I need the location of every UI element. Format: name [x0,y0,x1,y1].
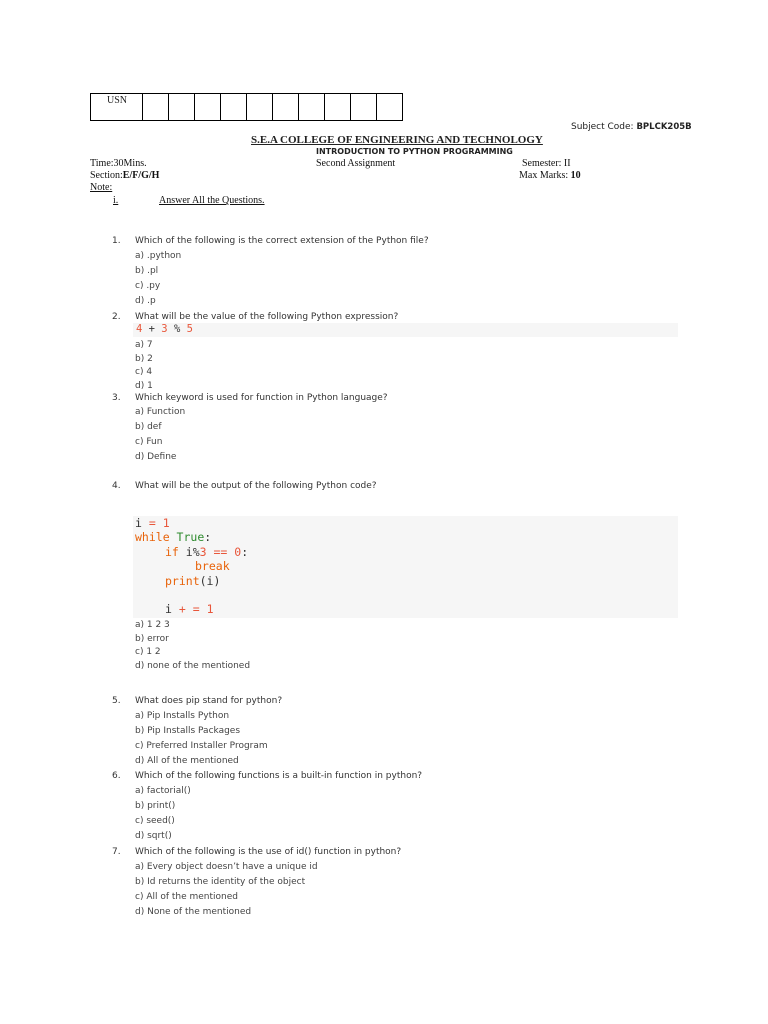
code-variable: i [135,516,142,530]
question-number: 1. [112,236,121,246]
code-keyword: if [165,545,179,559]
option: d) None of the mentioned [135,907,252,917]
question-1-options [135,249,181,309]
subject-code-value: BPLCK205B [636,122,692,132]
option: b) 2 [135,353,153,364]
code-operator: = [141,516,163,530]
usn-digit-box [247,94,273,121]
usn-digit-box [351,94,377,121]
code-operator: % [167,323,187,335]
max-marks [519,170,581,181]
code-number: 4 [136,323,143,335]
code-punct: : [241,545,249,559]
max-marks-label: Max Marks: [519,170,571,181]
code-number: 3 [199,545,207,559]
option: c) seed() [135,816,175,826]
code-operator: + = [171,602,207,616]
option: a) factorial() [135,786,191,796]
usn-label: USN [91,94,143,121]
question-text: Which of the following is the use of id() function in python? [135,847,402,857]
usn-digit-box [325,94,351,121]
option: d) Define [135,452,177,462]
code-number: 3 [161,323,168,335]
course-title: INTRODUCTION TO PYTHON PROGRAMMING [316,147,513,156]
note-item-number: i. [113,195,119,206]
subject-code [571,122,692,132]
usn-digit-box [299,94,325,121]
code-expression: i% [178,545,200,559]
option: b) print() [135,801,176,811]
section-info [90,170,159,181]
question-5-options [135,709,268,769]
usn-digit-box [273,94,299,121]
question-text: What will be the value of the following Python expression? [135,312,399,322]
question-number: 7. [112,847,121,857]
subject-code-label: Subject Code: [571,122,637,132]
option: a) Every object doesn’t have a unique id [135,862,318,872]
code-punct: : [204,530,212,544]
code-number: 1 [162,516,170,530]
max-marks-value: 10 [570,170,581,181]
semester-info: Semester: II [522,158,571,169]
option: a) 1 2 3 [135,620,170,630]
code-operator: == [206,545,235,559]
question-number: 3. [112,393,121,403]
section-label: Section: [90,170,123,181]
question-4-options [135,619,250,673]
question-2-options [135,339,153,393]
question-number: 4. [112,481,121,491]
option: c) 4 [135,367,153,377]
usn-digit-box [195,94,221,121]
usn-digit-box [169,94,195,121]
question-text: What will be the output of the following Python code? [135,481,377,491]
option: a) Pip Installs Python [135,711,230,721]
option: b) .pl [135,266,159,276]
code-operator: + [142,323,162,335]
question-text: Which keyword is used for function in Python language? [135,393,388,403]
time-info: Time:30Mins. [90,158,147,169]
option: a) .python [135,251,182,261]
code-number: 5 [186,323,193,335]
code-variable: i [165,602,172,616]
usn-digit-box [221,94,247,121]
usn-box [90,93,403,121]
option: a) 7 [135,340,153,350]
option: d) .p [135,296,156,306]
code-args: (i) [199,574,221,588]
option: b) def [135,422,162,432]
question-7-options [135,860,318,920]
question-text: What does pip stand for python? [135,696,283,706]
code-keyword: break [195,559,230,573]
option: c) 1 2 [135,647,161,657]
option: d) none of the mentioned [135,660,251,671]
assignment-title: Second Assignment [316,158,396,169]
option: b) Id returns the identity of the object [135,877,306,887]
option: c) .py [135,281,161,291]
option: c) Fun [135,437,163,447]
option: d) All of the mentioned [135,756,239,766]
code-keyword: while [135,530,170,544]
question-number: 2. [112,312,121,322]
option: a) Function [135,407,186,417]
code-number: 0 [234,545,242,559]
question-6-options [135,784,191,844]
code-block [133,516,678,618]
option: b) Pip Installs Packages [135,726,241,736]
note-heading: Note: [90,182,113,193]
note-item-text: Answer All the Questions. [159,195,265,206]
usn-digit-box [377,94,403,121]
question-number: 5. [112,696,121,706]
option: c) Preferred Installer Program [135,741,268,751]
option: d) sqrt() [135,831,172,841]
option: d) 1 [135,380,153,391]
college-name: S.E.A COLLEGE OF ENGINEERING AND TECHNOLOGY [251,134,543,146]
section-value: E/F/G/H [122,170,160,181]
question-3-options [135,405,185,465]
usn-digit-box [143,94,169,121]
option: b) error [135,633,169,644]
code-snippet [133,323,678,337]
question-number: 6. [112,771,121,781]
code-keyword: print [165,574,200,588]
option: c) All of the mentioned [135,892,239,902]
code-number: 1 [206,602,214,616]
question-text: Which of the following functions is a built-in function in python? [135,771,423,781]
question-text: Which of the following is the correct extension of the Python file? [135,236,429,246]
code-constant: True [169,530,205,544]
